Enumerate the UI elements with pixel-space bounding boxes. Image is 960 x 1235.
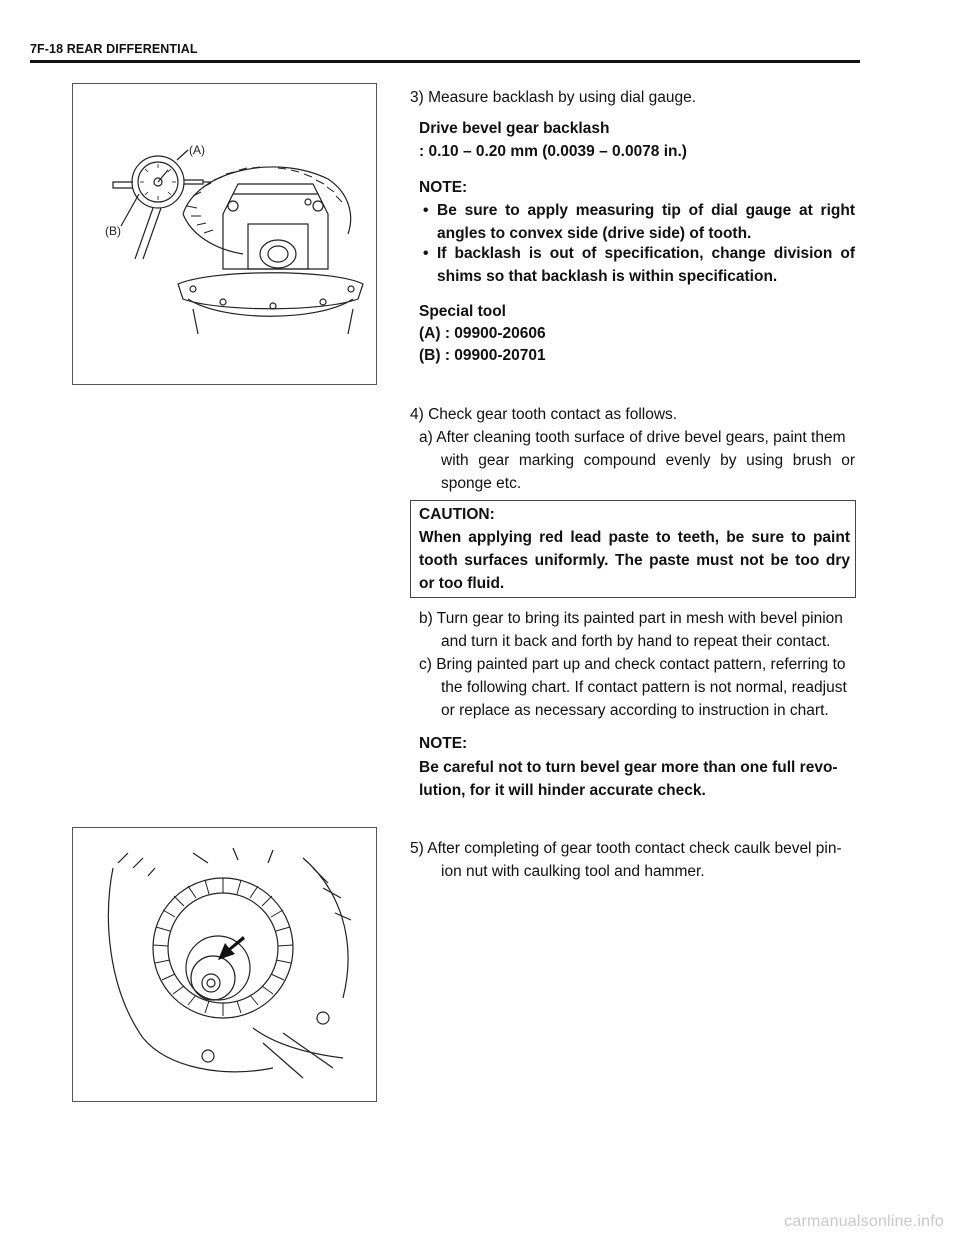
step4-note-line-1: Be careful not to turn bevel gear more than one full revo-: [419, 759, 838, 776]
caution-line-2: tooth surfaces uniformly. The paste must not be too dry: [419, 552, 850, 569]
step4a-line3: sponge etc.: [441, 475, 522, 492]
step4a-line1: a) After cleaning tooth surface of drive bevel gears, paint them: [419, 429, 846, 446]
caution-line-1: When applying red lead paste to teeth, be sure to paint: [419, 529, 850, 546]
pinion-nut-caulking-illustration: [73, 828, 376, 1101]
step3-note-bullet-2: [419, 242, 855, 288]
caution-label: CAUTION:: [419, 506, 495, 523]
figure-pinion-nut: [72, 827, 377, 1102]
step5-line2: ion nut with caulking tool and hammer.: [441, 863, 705, 880]
watermark: carmanualsonline.info: [784, 1213, 944, 1230]
bullet-icon: •: [423, 202, 429, 219]
page-header-title: 7F-18 REAR DIFFERENTIAL: [30, 42, 198, 56]
step4c-line2: the following chart. If contact pattern is not normal, readjust: [441, 679, 847, 696]
step4-instruction: 4) Check gear tooth contact as follows.: [410, 406, 678, 423]
note-bullet-2-line2: shims so that backlash is within specification.: [437, 268, 778, 285]
note-bullet-1-line1: Be sure to apply measuring tip of dial gauge at right: [437, 202, 855, 219]
special-tool-title: Special tool: [419, 303, 506, 320]
backlash-spec-value: : 0.10 – 0.20 mm (0.0039 – 0.0078 in.): [419, 143, 687, 160]
header-rule: [30, 60, 860, 63]
step3-note-bullet-1: [419, 199, 855, 245]
special-tool-b: (B) : 09900-20701: [419, 347, 546, 364]
special-tool-a: (A) : 09900-20606: [419, 325, 546, 342]
figure1-label-a: (A): [189, 143, 205, 157]
caution-box: [410, 500, 856, 598]
note-bullet-2-line1: If backlash is out of specification, change division of: [437, 245, 855, 262]
backlash-spec-title: Drive bevel gear backlash: [419, 120, 610, 137]
step3-instruction: 3) Measure backlash by using dial gauge.: [410, 89, 697, 106]
step4-note-line-2: lution, for it will hinder accurate check.: [419, 782, 706, 799]
differential-dial-gauge-illustration: [73, 84, 376, 384]
step4c-line1: c) Bring painted part up and check contact pattern, referring to: [419, 656, 846, 673]
figure-dial-gauge: [72, 83, 377, 385]
note-bullet-1-line2: angles to convex side (drive side) of tooth.: [437, 225, 752, 242]
step4b-line2: and turn it back and forth by hand to repeat their contact.: [441, 633, 831, 650]
step3-note-label: NOTE:: [419, 179, 468, 196]
bullet-icon: •: [423, 245, 429, 262]
step4a-line2: with gear marking compound evenly by using brush or: [441, 452, 855, 469]
step4c-line3: or replace as necessary according to instruction in chart.: [441, 702, 829, 719]
figure1-label-b: (B): [105, 224, 121, 238]
step4b-line1: b) Turn gear to bring its painted part in mesh with bevel pinion: [419, 610, 843, 627]
step5-line1: 5) After completing of gear tooth contact check caulk bevel pin-: [410, 840, 842, 857]
step4-note-label: NOTE:: [419, 735, 468, 752]
caution-line-3: or too fluid.: [419, 575, 505, 592]
